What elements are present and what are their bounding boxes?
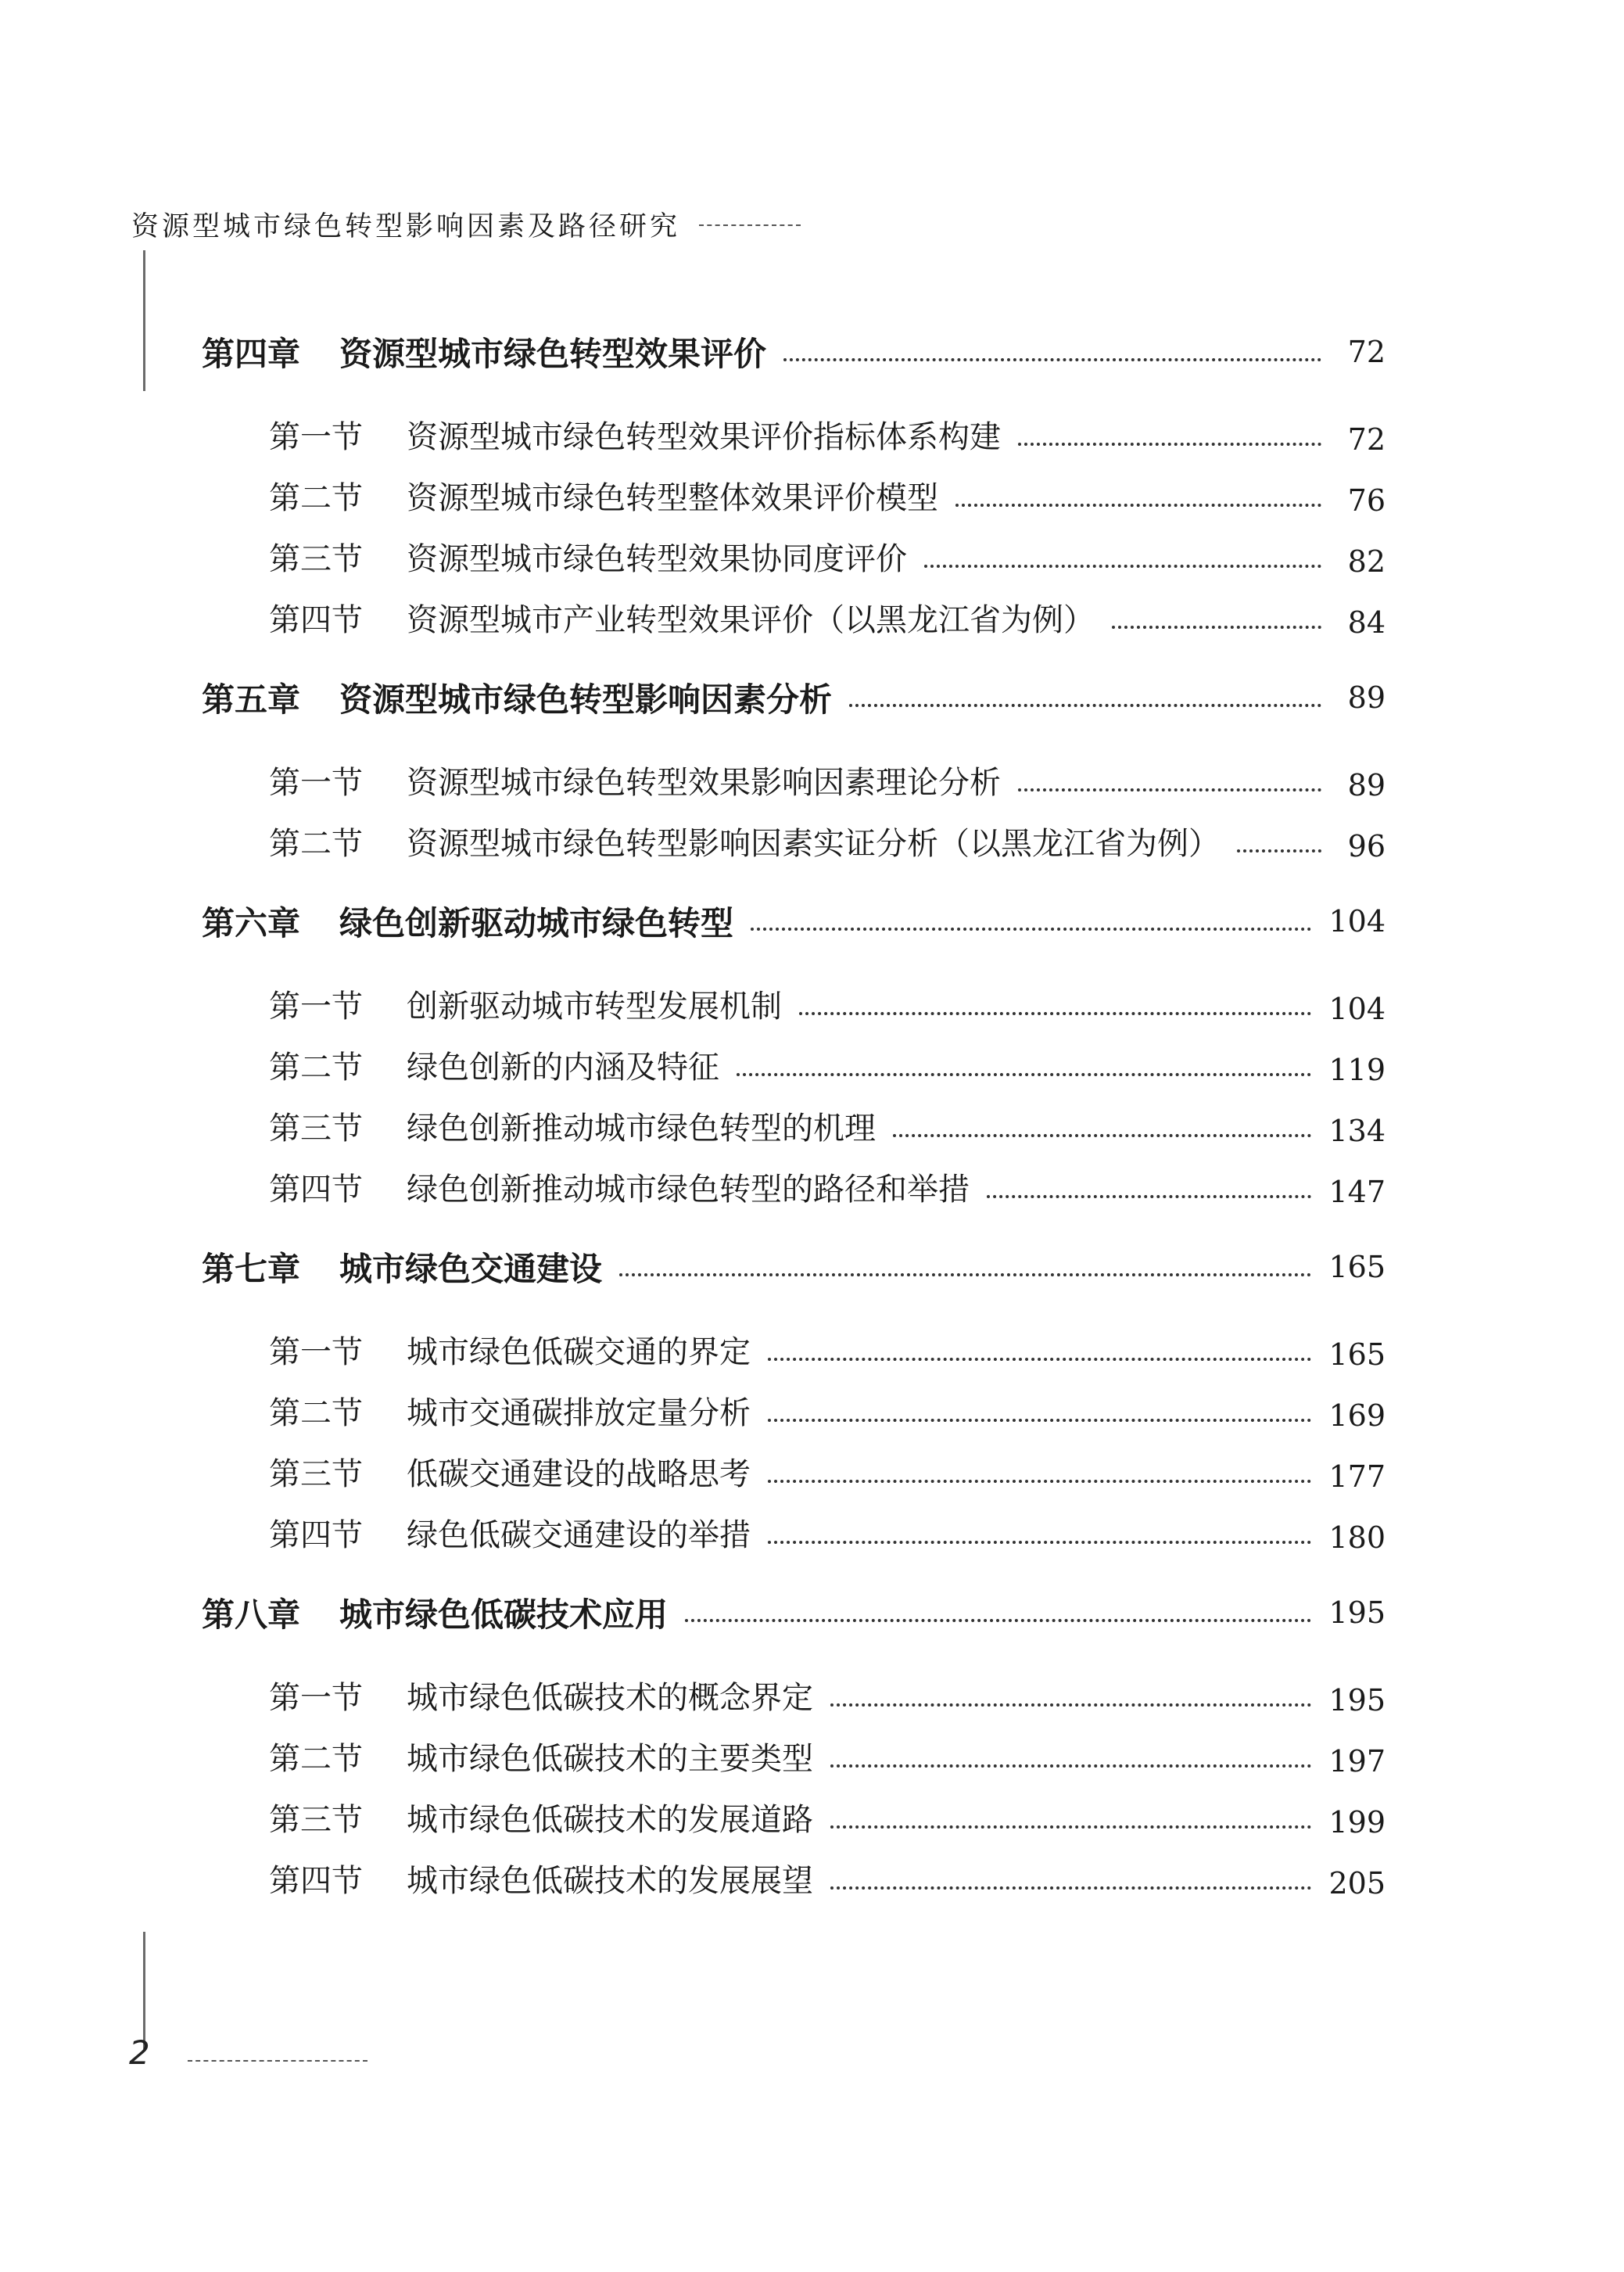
section-title: 绿色创新推动城市绿色转型的机理 — [407, 1111, 876, 1147]
section-title: 创新驱动城市转型发展机制 — [407, 989, 782, 1025]
dot-leader — [830, 1764, 1311, 1768]
dot-leader — [830, 1825, 1311, 1829]
chapter-number: 第八章 — [202, 1595, 301, 1634]
running-head-title: 资源型城市绿色转型影响因素及路径研究 — [131, 211, 681, 242]
toc-section-row[interactable] — [202, 1311, 1386, 1372]
section-page-number: 199 — [1328, 1805, 1386, 1839]
toc-section-row[interactable] — [202, 802, 1386, 863]
toc-section-row[interactable] — [202, 1148, 1386, 1209]
section-page-number: 147 — [1328, 1175, 1386, 1209]
dot-leader — [987, 1195, 1311, 1198]
chapter-number: 第七章 — [202, 1250, 301, 1288]
dot-leader — [685, 1619, 1311, 1622]
section-page-number: 169 — [1328, 1398, 1386, 1433]
chapter-page-number: 165 — [1328, 1250, 1386, 1284]
toc-section-row[interactable] — [202, 1433, 1386, 1494]
section-page-number: 84 — [1347, 605, 1386, 640]
section-title: 绿色低碳交通建设的举措 — [407, 1517, 751, 1553]
dot-leader — [1112, 626, 1321, 629]
table-of-contents — [202, 313, 1386, 1901]
chapter-number: 第六章 — [202, 904, 301, 942]
margin-rule-bottom — [143, 1932, 145, 2049]
dot-leader — [619, 1273, 1311, 1276]
section-page-number: 104 — [1328, 992, 1386, 1026]
section-title: 城市绿色低碳技术的概念界定 — [407, 1680, 813, 1716]
section-number: 第三节 — [269, 1456, 363, 1492]
toc-section-row[interactable] — [202, 741, 1386, 802]
section-title: 资源型城市绿色转型效果影响因素理论分析 — [407, 765, 1001, 801]
dot-leader — [768, 1480, 1311, 1483]
dot-leader — [1018, 443, 1321, 446]
section-number: 第四节 — [269, 1863, 363, 1899]
section-page-number: 195 — [1328, 1683, 1386, 1717]
dot-leader — [849, 704, 1321, 707]
dot-leader — [768, 1358, 1311, 1361]
dot-leader — [893, 1134, 1311, 1137]
dot-leader — [955, 504, 1321, 507]
chapter-page-number: 72 — [1347, 335, 1386, 369]
toc-section-row[interactable] — [202, 1372, 1386, 1433]
margin-rule-top — [143, 250, 145, 391]
toc-section-row[interactable] — [202, 579, 1386, 640]
section-page-number: 197 — [1328, 1744, 1386, 1778]
chapter-page-number: 104 — [1328, 904, 1386, 939]
section-number: 第一节 — [269, 1334, 363, 1370]
chapter-title: 城市绿色低碳技术应用 — [339, 1595, 669, 1634]
section-page-number: 89 — [1347, 768, 1386, 802]
dot-leader — [1237, 849, 1321, 852]
page-number: 2 — [129, 2033, 150, 2072]
toc-section-row[interactable] — [202, 1087, 1386, 1148]
section-title: 城市绿色低碳技术的主要类型 — [407, 1741, 813, 1777]
section-title: 资源型城市绿色转型影响因素实证分析（以黑龙江省为例） — [407, 826, 1220, 862]
dot-leader — [799, 1012, 1311, 1015]
chapter-page-number: 195 — [1328, 1595, 1386, 1630]
toc-section-row[interactable] — [202, 518, 1386, 579]
toc-section-row[interactable] — [202, 396, 1386, 457]
chapter-title: 绿色创新驱动城市绿色转型 — [339, 904, 734, 942]
section-title: 城市交通碳排放定量分析 — [407, 1395, 751, 1431]
section-number: 第一节 — [269, 419, 363, 455]
section-number: 第二节 — [269, 1395, 363, 1431]
section-title: 资源型城市绿色转型效果评价指标体系构建 — [407, 419, 1001, 455]
section-page-number: 82 — [1347, 544, 1386, 579]
dot-leader — [783, 358, 1321, 361]
running-head — [131, 205, 801, 244]
chapter-title: 资源型城市绿色转型效果评价 — [339, 335, 767, 373]
toc-section-row[interactable] — [202, 1656, 1386, 1717]
dot-leader — [751, 928, 1311, 931]
toc-section-row[interactable] — [202, 1494, 1386, 1555]
section-number: 第三节 — [269, 1111, 363, 1147]
section-page-number: 96 — [1347, 829, 1386, 863]
section-title: 城市绿色低碳技术的发展道路 — [407, 1802, 813, 1838]
section-page-number: 165 — [1328, 1337, 1386, 1372]
dot-leader — [1018, 788, 1321, 791]
running-head-dashes — [699, 224, 801, 226]
toc-chapter-row[interactable] — [202, 1228, 1386, 1306]
dot-leader — [768, 1541, 1311, 1544]
chapter-page-number: 89 — [1347, 680, 1386, 715]
section-number: 第一节 — [269, 1680, 363, 1716]
toc-chapter-row[interactable] — [202, 313, 1386, 391]
folio-dashes — [188, 2060, 367, 2062]
section-page-number: 177 — [1328, 1459, 1386, 1494]
section-page-number: 134 — [1328, 1114, 1386, 1148]
toc-chapter-row[interactable] — [202, 1574, 1386, 1652]
section-title: 资源型城市产业转型效果评价（以黑龙江省为例） — [407, 602, 1095, 638]
chapter-title: 城市绿色交通建设 — [339, 1250, 603, 1288]
section-page-number: 119 — [1328, 1053, 1386, 1087]
chapter-number: 第四章 — [202, 335, 301, 373]
section-number: 第二节 — [269, 826, 363, 862]
section-title: 绿色创新的内涵及特征 — [407, 1050, 719, 1086]
toc-section-row[interactable] — [202, 1778, 1386, 1839]
section-number: 第三节 — [269, 1802, 363, 1838]
section-number: 第二节 — [269, 1741, 363, 1777]
section-number: 第一节 — [269, 765, 363, 801]
section-number: 第二节 — [269, 1050, 363, 1086]
section-number: 第四节 — [269, 602, 363, 638]
section-title: 低碳交通建设的战略思考 — [407, 1456, 751, 1492]
dot-leader — [768, 1419, 1311, 1422]
section-title: 资源型城市绿色转型效果协同度评价 — [407, 541, 907, 577]
dot-leader — [830, 1703, 1311, 1707]
section-page-number: 72 — [1347, 422, 1386, 457]
section-number: 第三节 — [269, 541, 363, 577]
section-number: 第四节 — [269, 1517, 363, 1553]
section-page-number: 205 — [1328, 1866, 1386, 1901]
section-number: 第四节 — [269, 1172, 363, 1208]
toc-chapter-row[interactable] — [202, 882, 1386, 960]
section-number: 第一节 — [269, 989, 363, 1025]
chapter-title: 资源型城市绿色转型影响因素分析 — [339, 680, 833, 719]
toc-section-row[interactable] — [202, 965, 1386, 1026]
section-title: 资源型城市绿色转型整体效果评价模型 — [407, 480, 938, 516]
dot-leader — [924, 565, 1321, 568]
dot-leader — [830, 1886, 1311, 1890]
section-page-number: 180 — [1328, 1520, 1386, 1555]
dot-leader — [737, 1073, 1311, 1076]
chapter-number: 第五章 — [202, 680, 301, 719]
toc-section-row[interactable] — [202, 1839, 1386, 1901]
section-title: 城市绿色低碳技术的发展展望 — [407, 1863, 813, 1899]
toc-section-row[interactable] — [202, 1717, 1386, 1778]
toc-section-row[interactable] — [202, 1026, 1386, 1087]
section-page-number: 76 — [1347, 483, 1386, 518]
toc-section-row[interactable] — [202, 457, 1386, 518]
section-number: 第二节 — [269, 480, 363, 516]
section-title: 绿色创新推动城市绿色转型的路径和举措 — [407, 1172, 970, 1208]
section-title: 城市绿色低碳交通的界定 — [407, 1334, 751, 1370]
toc-chapter-row[interactable] — [202, 659, 1386, 737]
